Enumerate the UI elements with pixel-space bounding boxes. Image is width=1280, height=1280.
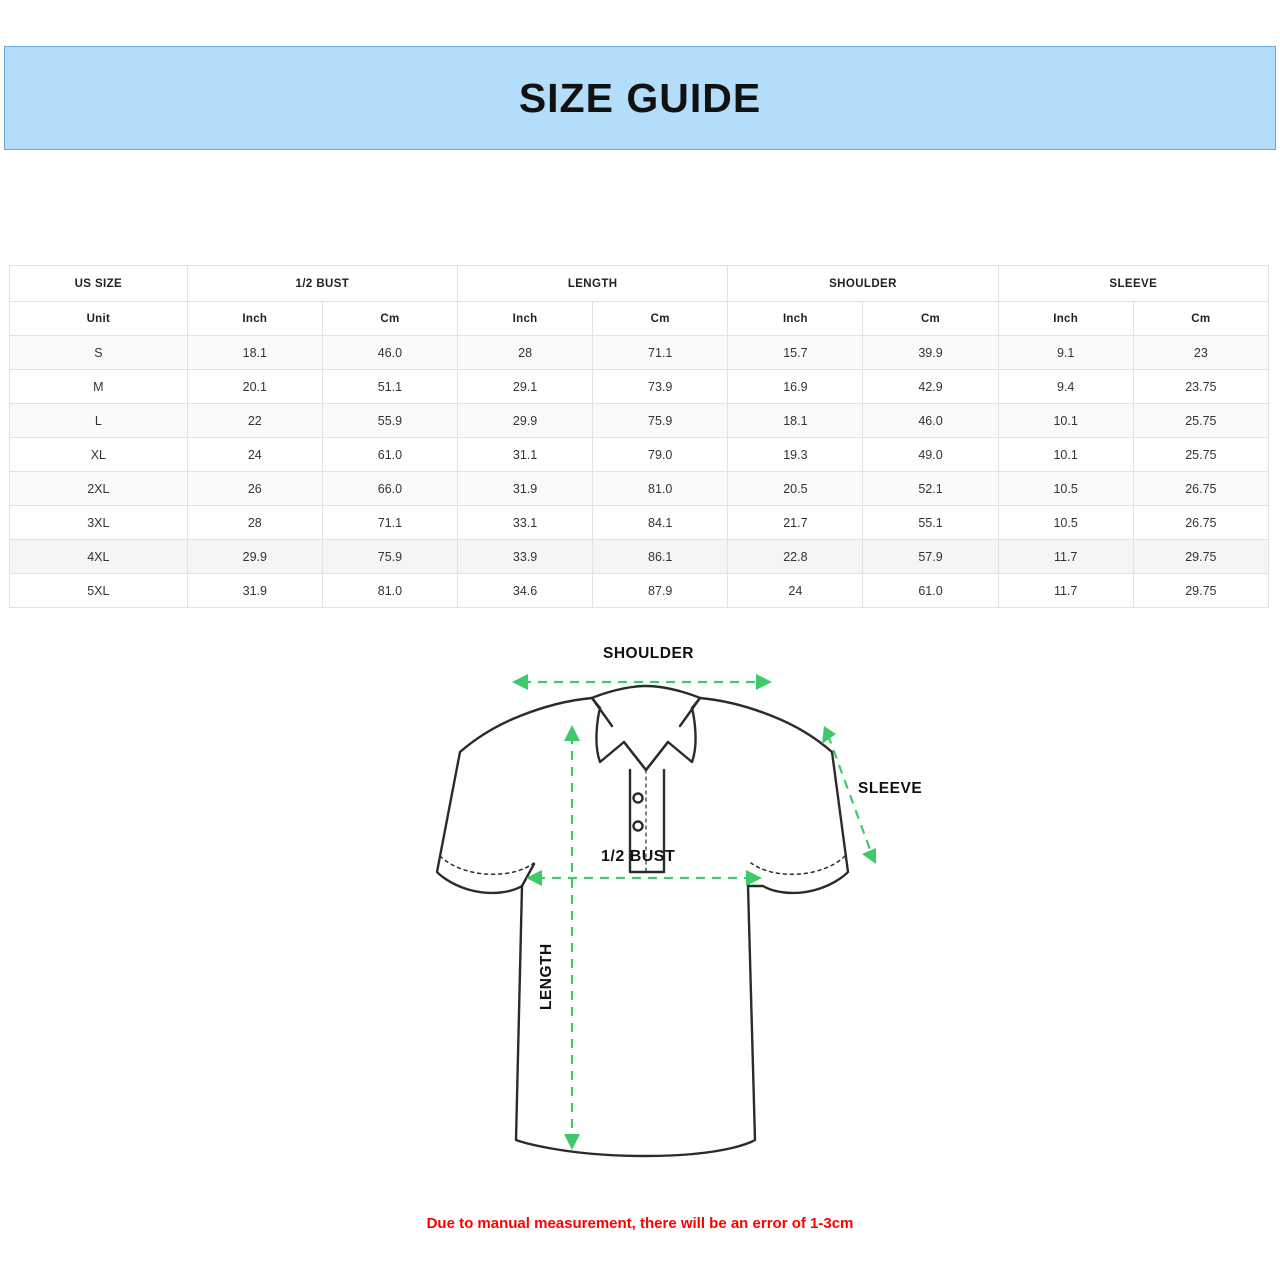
row-cell: 10.5	[998, 506, 1133, 540]
row-cell: 66.0	[322, 472, 457, 506]
row-cell: 75.9	[322, 540, 457, 574]
unit-cell: Cm	[1133, 302, 1268, 336]
row-cell: 57.9	[863, 540, 998, 574]
table-row	[10, 540, 1269, 574]
unit-cell: Cm	[863, 302, 998, 336]
unit-label: Unit	[10, 302, 188, 336]
label-length: LENGTH	[538, 943, 555, 1010]
row-cell: 20.1	[187, 370, 322, 404]
row-cell: 61.0	[322, 438, 457, 472]
row-cell: 31.9	[187, 574, 322, 608]
row-cell: 71.1	[593, 336, 728, 370]
table-row	[10, 506, 1269, 540]
row-cell: 33.1	[458, 506, 593, 540]
row-cell: 9.1	[998, 336, 1133, 370]
row-cell: 31.1	[458, 438, 593, 472]
row-size: 4XL	[10, 540, 188, 574]
table-row	[10, 404, 1269, 438]
row-cell: 29.9	[187, 540, 322, 574]
row-cell: 10.5	[998, 472, 1133, 506]
row-cell: 10.1	[998, 404, 1133, 438]
row-cell: 55.9	[322, 404, 457, 438]
table-header-length: LENGTH	[458, 266, 728, 302]
measurement-arrows-group	[522, 682, 872, 1140]
row-cell: 11.7	[998, 574, 1133, 608]
row-size: 3XL	[10, 506, 188, 540]
row-cell: 29.75	[1133, 574, 1268, 608]
table-header-sleeve: SLEEVE	[998, 266, 1268, 302]
shirt-outline-group	[437, 686, 848, 1156]
row-cell: 18.1	[728, 404, 863, 438]
row-cell: 25.75	[1133, 404, 1268, 438]
row-cell: 29.9	[458, 404, 593, 438]
row-cell: 23.75	[1133, 370, 1268, 404]
table-header-us-size: US SIZE	[10, 266, 188, 302]
page-title: SIZE GUIDE	[518, 74, 762, 121]
row-cell: 24	[728, 574, 863, 608]
row-cell: 46.0	[322, 336, 457, 370]
row-cell: 10.1	[998, 438, 1133, 472]
arrow-heads-group	[512, 674, 876, 1150]
row-cell: 11.7	[998, 540, 1133, 574]
label-half-bust: 1/2 BUST	[601, 848, 676, 865]
row-cell: 21.7	[728, 506, 863, 540]
row-cell: 87.9	[593, 574, 728, 608]
unit-cell: Inch	[728, 302, 863, 336]
row-cell: 42.9	[863, 370, 998, 404]
row-cell: 24	[187, 438, 322, 472]
table-row	[10, 370, 1269, 404]
row-cell: 26.75	[1133, 472, 1268, 506]
row-cell: 86.1	[593, 540, 728, 574]
polo-shirt-diagram	[0, 620, 1280, 1220]
row-size: XL	[10, 438, 188, 472]
unit-cell: Inch	[458, 302, 593, 336]
size-guide-banner	[4, 46, 1276, 150]
size-chart-table	[9, 265, 1269, 608]
row-cell: 79.0	[593, 438, 728, 472]
row-cell: 22	[187, 404, 322, 438]
table-row	[10, 472, 1269, 506]
row-size: M	[10, 370, 188, 404]
row-cell: 29.1	[458, 370, 593, 404]
row-cell: 15.7	[728, 336, 863, 370]
row-cell: 75.9	[593, 404, 728, 438]
table-row	[10, 336, 1269, 370]
row-size: S	[10, 336, 188, 370]
row-cell: 16.9	[728, 370, 863, 404]
row-cell: 84.1	[593, 506, 728, 540]
row-cell: 71.1	[322, 506, 457, 540]
row-cell: 55.1	[863, 506, 998, 540]
row-cell: 33.9	[458, 540, 593, 574]
table-row	[10, 438, 1269, 472]
row-cell: 46.0	[863, 404, 998, 438]
row-cell: 52.1	[863, 472, 998, 506]
label-sleeve: SLEEVE	[858, 780, 923, 797]
row-cell: 73.9	[593, 370, 728, 404]
row-cell: 9.4	[998, 370, 1133, 404]
row-cell: 61.0	[863, 574, 998, 608]
row-size: L	[10, 404, 188, 438]
table-row	[10, 574, 1269, 608]
row-cell: 25.75	[1133, 438, 1268, 472]
row-cell: 81.0	[593, 472, 728, 506]
row-cell: 20.5	[728, 472, 863, 506]
row-cell: 26.75	[1133, 506, 1268, 540]
unit-cell: Cm	[322, 302, 457, 336]
row-cell: 23	[1133, 336, 1268, 370]
label-shoulder: SHOULDER	[603, 645, 694, 662]
row-size: 5XL	[10, 574, 188, 608]
size-table-wrapper	[9, 265, 1269, 608]
table-header-row	[10, 266, 1269, 302]
table-unit-row	[10, 302, 1269, 336]
row-cell: 28	[187, 506, 322, 540]
unit-cell: Inch	[187, 302, 322, 336]
unit-cell: Inch	[998, 302, 1133, 336]
row-cell: 39.9	[863, 336, 998, 370]
row-cell: 49.0	[863, 438, 998, 472]
row-cell: 22.8	[728, 540, 863, 574]
unit-cell: Cm	[593, 302, 728, 336]
table-header-bust: 1/2 BUST	[187, 266, 457, 302]
row-cell: 29.75	[1133, 540, 1268, 574]
table-header-shoulder: SHOULDER	[728, 266, 998, 302]
row-cell: 26	[187, 472, 322, 506]
row-cell: 81.0	[322, 574, 457, 608]
row-cell: 28	[458, 336, 593, 370]
row-cell: 19.3	[728, 438, 863, 472]
row-cell: 51.1	[322, 370, 457, 404]
row-cell: 18.1	[187, 336, 322, 370]
row-cell: 34.6	[458, 574, 593, 608]
row-size: 2XL	[10, 472, 188, 506]
measurement-disclaimer: Due to manual measurement, there will be an error of 1-3cm	[426, 1215, 854, 1232]
row-cell: 31.9	[458, 472, 593, 506]
